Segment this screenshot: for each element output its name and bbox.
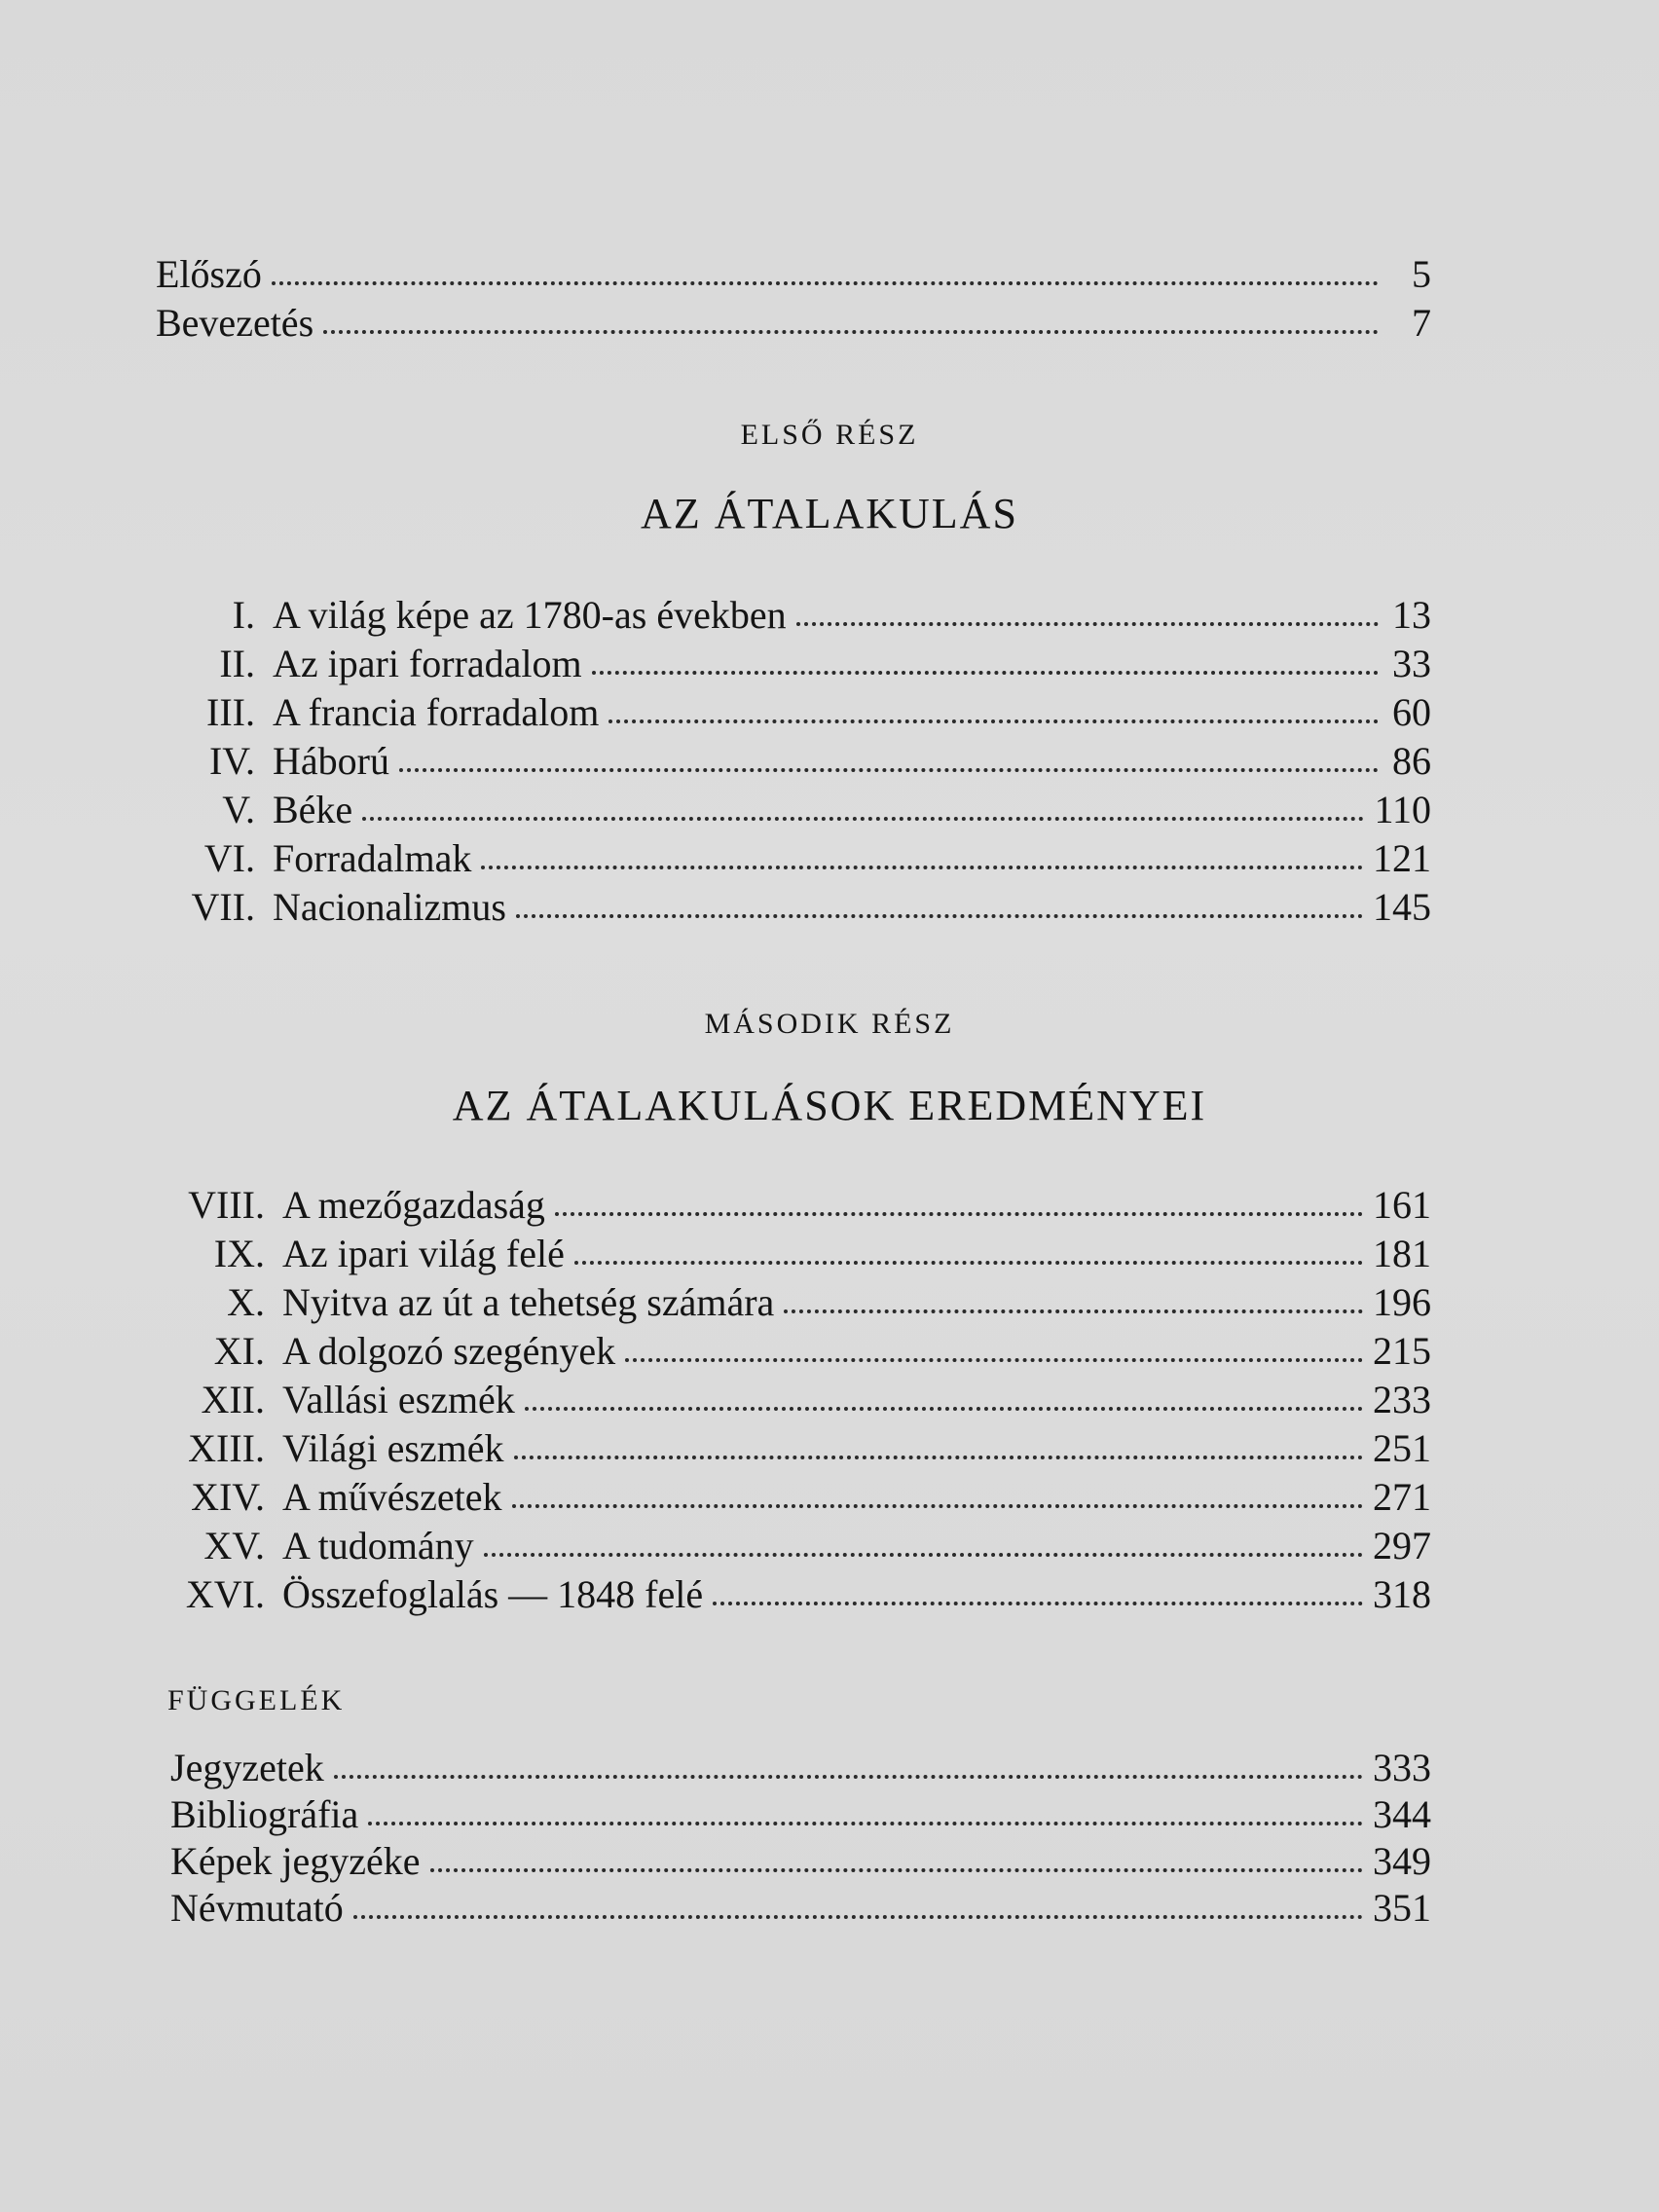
appendix-page: 333 xyxy=(1373,1746,1431,1789)
toc-appendix-row xyxy=(170,1838,1431,1885)
chapter-page: 233 xyxy=(1373,1378,1431,1421)
chapter-title: Nyitva az út a tehetség számára xyxy=(282,1280,775,1324)
chapter-number: XI. xyxy=(213,1329,265,1373)
chapter-number: IV. xyxy=(208,739,255,783)
toc-chapter-row xyxy=(156,1425,1431,1472)
chapter-title: A mezőgazdaság xyxy=(282,1183,545,1227)
chapter-page: 181 xyxy=(1373,1232,1431,1275)
chapter-number: I. xyxy=(232,593,255,637)
toc-entry-front xyxy=(156,300,1431,347)
leader-dots xyxy=(713,1602,1363,1605)
leader-dots xyxy=(430,1868,1363,1872)
chapter-title: A világ képe az 1780-as években xyxy=(273,593,787,637)
chapter-page: 145 xyxy=(1373,885,1431,929)
leader-dots xyxy=(353,1915,1363,1919)
leader-dots xyxy=(512,1504,1364,1508)
chapter-number: V. xyxy=(222,788,255,831)
leader-dots xyxy=(368,1822,1363,1825)
toc-chapter-row xyxy=(156,1571,1431,1618)
leader-dots xyxy=(625,1358,1363,1362)
toc-chapter-row xyxy=(156,641,1431,687)
chapter-title: Nacionalizmus xyxy=(273,885,506,929)
toc-entry-title: Előszó xyxy=(156,252,262,296)
chapter-title: Forradalmak xyxy=(273,836,472,880)
leader-dots xyxy=(784,1309,1363,1313)
leader-dots xyxy=(334,1775,1363,1779)
leader-dots xyxy=(555,1212,1363,1216)
chapter-title: Összefoglalás — 1848 felé xyxy=(282,1572,704,1616)
toc-entry-title: Bevezetés xyxy=(156,301,314,345)
chapter-number: III. xyxy=(206,690,255,734)
chapter-title: A dolgozó szegények xyxy=(282,1329,616,1373)
toc-chapter-row xyxy=(156,1328,1431,1375)
chapter-page: 215 xyxy=(1373,1329,1431,1373)
chapter-page: 121 xyxy=(1373,836,1431,880)
toc-chapter-row xyxy=(156,1279,1431,1326)
chapter-number: VII. xyxy=(191,885,255,929)
chapter-number: X. xyxy=(227,1280,265,1324)
toc-chapter-row xyxy=(156,738,1431,785)
leader-dots xyxy=(516,914,1363,918)
toc-appendix-row xyxy=(170,1885,1431,1932)
chapter-number: XIII. xyxy=(188,1426,265,1470)
chapter-number: XVI. xyxy=(185,1572,265,1616)
chapter-page: 86 xyxy=(1392,739,1431,783)
leader-dots xyxy=(323,330,1379,334)
chapter-page: 33 xyxy=(1392,642,1431,685)
toc-chapter-row xyxy=(156,689,1431,736)
chapter-page: 13 xyxy=(1392,593,1431,637)
chapter-page: 60 xyxy=(1392,690,1431,734)
toc-chapter-row xyxy=(156,1182,1431,1229)
leader-dots xyxy=(514,1456,1363,1459)
toc-chapter-row xyxy=(156,1474,1431,1521)
toc-chapter-row xyxy=(156,835,1431,882)
chapter-number: XIV. xyxy=(191,1475,265,1519)
chapter-title: Világi eszmék xyxy=(282,1426,504,1470)
chapter-page: 271 xyxy=(1373,1475,1431,1519)
leader-dots xyxy=(525,1407,1363,1411)
toc-chapter-row xyxy=(156,592,1431,639)
leader-dots xyxy=(362,817,1364,821)
toc-entry-front xyxy=(156,251,1431,298)
chapter-page: 318 xyxy=(1373,1572,1431,1616)
chapter-title: A művészetek xyxy=(282,1475,502,1519)
chapter-page: 297 xyxy=(1373,1524,1431,1567)
toc-chapter-row xyxy=(156,1523,1431,1569)
part-title: AZ ÁTALAKULÁSOK EREDMÉNYEI xyxy=(452,1082,1207,1129)
chapter-page: 161 xyxy=(1373,1183,1431,1227)
leader-dots xyxy=(272,281,1379,285)
chapter-title: Vallási eszmék xyxy=(282,1378,515,1421)
appendix-title: Jegyzetek xyxy=(170,1746,324,1789)
chapter-number: VIII. xyxy=(188,1183,265,1227)
chapter-number: XII. xyxy=(201,1378,265,1421)
toc-entry-page: 5 xyxy=(1412,252,1431,296)
chapter-number: XV. xyxy=(203,1524,265,1567)
part-label: ELSŐ RÉSZ xyxy=(740,419,919,451)
leader-dots xyxy=(399,768,1379,772)
leader-dots xyxy=(574,1261,1363,1265)
appendix-title: Bibliográfia xyxy=(170,1792,359,1836)
toc-chapter-row xyxy=(156,884,1431,931)
leader-dots xyxy=(608,719,1379,723)
chapter-title: A francia forradalom xyxy=(273,690,600,734)
chapter-title: A tudomány xyxy=(282,1524,474,1567)
leader-dots xyxy=(484,1553,1363,1557)
appendix-page: 344 xyxy=(1373,1792,1431,1836)
appendix-title: Képek jegyzéke xyxy=(170,1839,421,1883)
appendix-page: 351 xyxy=(1373,1886,1431,1930)
chapter-title: Az ipari forradalom xyxy=(273,642,582,685)
appendix-label: FÜGGELÉK xyxy=(167,1684,346,1716)
chapter-page: 110 xyxy=(1374,788,1431,831)
toc-appendix-row xyxy=(170,1745,1431,1791)
part-title: AZ ÁTALAKULÁS xyxy=(641,490,1018,537)
leader-dots xyxy=(796,622,1379,626)
chapter-number: II. xyxy=(219,642,255,685)
chapter-page: 251 xyxy=(1373,1426,1431,1470)
chapter-number: IX. xyxy=(213,1232,265,1275)
appendix-title: Névmutató xyxy=(170,1886,344,1930)
toc-entry-page: 7 xyxy=(1412,301,1431,345)
leader-dots xyxy=(481,866,1363,869)
appendix-page: 349 xyxy=(1373,1839,1431,1883)
chapter-title: Háború xyxy=(273,739,389,783)
part-label: MÁSODIK RÉSZ xyxy=(704,1008,955,1040)
toc-chapter-row xyxy=(156,1377,1431,1423)
toc-appendix-row xyxy=(170,1791,1431,1838)
leader-dots xyxy=(592,671,1379,675)
chapter-title: Az ipari világ felé xyxy=(282,1232,565,1275)
chapter-number: VI. xyxy=(203,836,255,880)
toc-chapter-row xyxy=(156,787,1431,833)
chapter-page: 196 xyxy=(1373,1280,1431,1324)
chapter-title: Béke xyxy=(273,788,353,831)
toc-chapter-row xyxy=(156,1231,1431,1277)
